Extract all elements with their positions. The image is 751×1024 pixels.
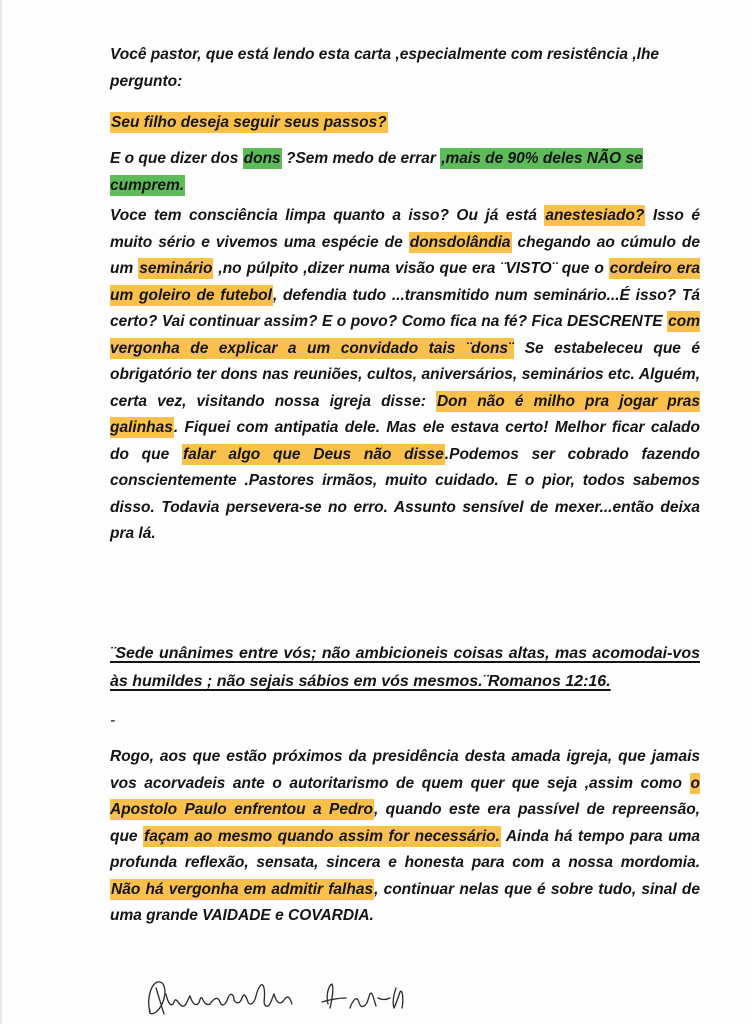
main-text-1: Voce tem consciência limpa quanto a isso? Ou já está	[110, 207, 545, 224]
main-highlight-7: falar algo que Deus não disse	[182, 445, 444, 463]
handwritten-signature	[142, 968, 442, 1024]
closing-highlight-3: Não há vergonha em admitir falhas	[111, 880, 374, 898]
dash-text: -	[110, 712, 116, 729]
closing-paragraph	[110, 744, 700, 930]
closing-text-1: Rogo, aos que estão próximos da presidência desta amada igreja, que jamais vos acorvadeis ante o autoritarismo de quem quer que seja ,assim como	[110, 748, 700, 792]
main-highlight-1: anestesiado?	[545, 207, 645, 224]
main-text-7: . Fiquei com antipatia dele. Mas ele estava certo! Melhor ficar calado do que	[110, 419, 700, 463]
main-highlight-3: seminário	[139, 260, 213, 277]
main-highlight-5: com vergonha de explicar a um convidado tais ¨dons¨	[110, 313, 700, 357]
closing-highlight-2: façam ao mesmo quando assim for necessário.	[144, 827, 500, 845]
dons-highlight: dons	[243, 150, 281, 167]
dons-paragraph	[110, 145, 700, 199]
separator-dash	[110, 708, 700, 735]
dons-text-2: ?Sem medo de errar	[281, 150, 441, 167]
intro-text: Você pastor, que está lendo esta carta ,especialmente com resistência ,lhe pergunto:	[110, 46, 660, 90]
bible-verse	[110, 640, 700, 696]
main-paragraph	[110, 203, 700, 548]
verse-reference: Romanos 12:16.	[487, 673, 611, 690]
dons-text-1: E o que dizer dos	[110, 150, 243, 167]
closing-highlight-1: o Apostolo Paulo enfrentou a Pedro	[110, 774, 700, 818]
main-text-3: chegando ao cúmulo de um	[110, 233, 701, 277]
main-text-6: Se estabeleceu que é obrigatório ter dons nas reuniões, cultos, aniversários, seminários etc. Alguém, certa vez, visitando nossa igreja disse:	[110, 339, 701, 410]
question-paragraph	[110, 110, 700, 137]
main-text-2: Isso é muito sério e vivemos uma espécie de	[110, 207, 700, 251]
main-text-4: ,no púlpito ,dizer numa visão que era ¨VISTO¨ que o	[213, 260, 609, 277]
main-highlight-4: cordeiro era um goleiro de futebol	[110, 260, 700, 304]
percent-highlight: ,mais de 90% deles NÃO se cumprem.	[110, 150, 643, 194]
closing-text-2: , quando este era passível de repreensão, que	[110, 801, 700, 845]
closing-text-4: , continuar nelas que é sobre tudo, sinal de uma grande VAIDADE e COVARDIA.	[110, 880, 700, 924]
question-highlight: Seu filho deseja seguir seus passos?	[111, 114, 387, 131]
main-highlight-2: donsdolândia	[409, 233, 511, 251]
intro-paragraph	[110, 42, 700, 95]
main-text-8: .Podemos ser cobrado fazendo conscientemente .Pastores irmãos, muito cuidado. E o pior, todos sabemos disso. Todavia persevera-se no erro. Assunto sensível de mexer...então deixa pra lá.	[110, 445, 700, 542]
verse-text: ¨Sede unânimes entre vós; não ambicioneis coisas altas, mas acomodai-vos às humildes ; não sejais sábios em vós mesmos.¨	[110, 645, 700, 690]
main-text-5: , defendia tudo ...transmitido num seminário...É isso? Tá certo? Vai continuar assim? E o povo? Como fica na fé? Fica DESCRENTE	[110, 286, 700, 330]
closing-text-3: Ainda há tempo para uma profunda reflexão, sensata, sincera e honesta para com a nossa mordomia.	[110, 827, 700, 871]
main-highlight-6: Don não é milho pra jogar pras galinhas	[110, 392, 700, 436]
